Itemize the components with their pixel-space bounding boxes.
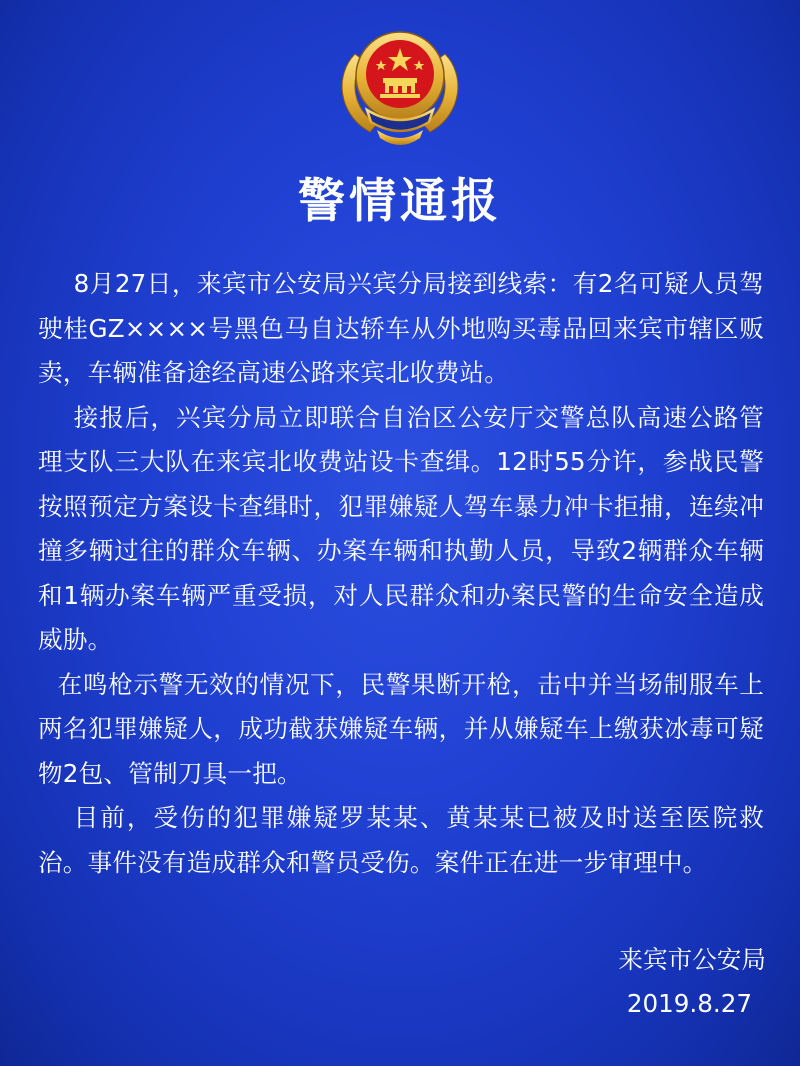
signature-block <box>500 938 766 1026</box>
notice-body <box>38 262 764 885</box>
police-emblem-icon <box>325 14 475 152</box>
signature-date: 2019.8.27 <box>626 989 752 1018</box>
paragraph-3: 在鸣枪示警无效的情况下，民警果断开枪，击中并当场制服车上两名犯罪嫌疑人，成功截获嫌疑车辆，并从嫌疑车上缴获冰毒可疑物2包、管制刀具一把。 <box>38 669 764 788</box>
paragraph-2: 接报后，兴宾分局立即联合自治区公安厅交警总队高速公路管理支队三大队在来宾北收费站设卡查缉。12时55分许，参战民警按照预定方案设卡查缉时，犯罪嫌疑人驾车暴力冲卡拒捕，连续冲撞多辆过往的群众车辆、办案车辆和执勤人员，导致2辆群众车辆和1辆办案车辆严重受损，对人民群众和办案民警的生命安全造成威胁。 <box>38 402 764 654</box>
paragraph-1: 8月27日，来宾市公安局兴宾分局接到线索：有2名可疑人员驾驶桂GZ××××号黑色马自达轿车从外地购买毒品回来宾市辖区贩卖，车辆准备途经高速公路来宾北收费站。 <box>38 269 764 387</box>
signature-org: 来宾市公安局 <box>618 945 766 974</box>
paragraph-4: 目前，受伤的犯罪嫌疑罗某某、黄某某已被及时送至医院救治。事件没有造成群众和警员受伤。案件正在进一步审理中。 <box>38 803 764 877</box>
notice-title: 警情通报 <box>298 174 502 229</box>
